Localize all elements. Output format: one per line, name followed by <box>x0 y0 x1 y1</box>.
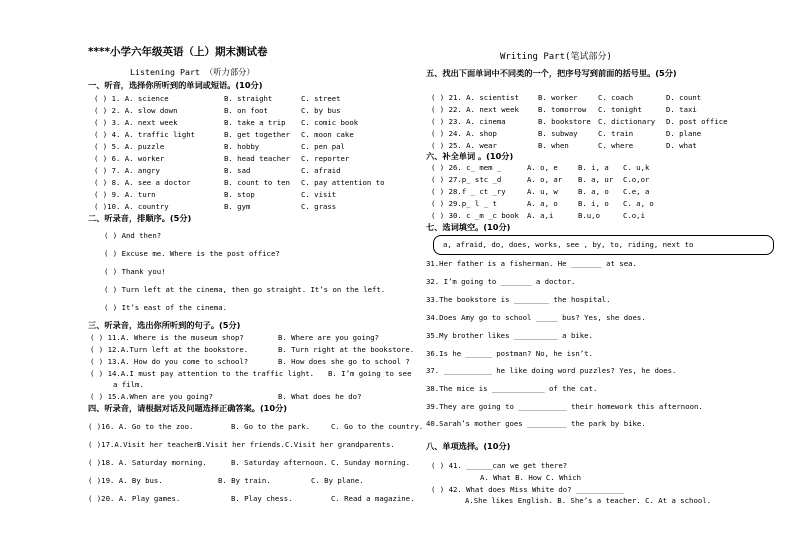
order-item: ( ) Turn left at the cinema, then go straight. It’s on the left. <box>104 285 386 294</box>
section-7-heading: 七、选词填空。(10分) <box>426 222 511 232</box>
section-5-heading: 五、找出下面单词中不同类的一个，把序号写到前面的括号里。(5分) <box>426 68 677 78</box>
q42-options: A.She likes English. B. She’s a teacher. C. At a school. <box>465 496 712 505</box>
section-4-heading: 四、听录音，请根据对话及问题选择正确答案。(10分) <box>88 403 288 413</box>
order-item: ( ) Thank you! <box>104 267 166 276</box>
exam-title: ****小学六年级英语（上）期末测试卷 <box>88 46 268 58</box>
q38: 38.The mice is ____________ of the cat. <box>426 384 598 393</box>
q39: 39.They are going to ___________ their homework this afternoon. <box>426 402 703 411</box>
section-3-heading: 三、听录音，选出你所听到的句子。(5分) <box>88 320 241 330</box>
q36: 36.Is he ______ postman? No, he isn’t. <box>426 349 593 358</box>
order-item: ( ) Excuse me. Where is the post office? <box>104 249 280 258</box>
order-item: ( ) And then? <box>104 231 162 240</box>
order-item: ( ) It’s east of the cinema. <box>104 303 228 312</box>
section-8-heading: 八、单项选择。(10分) <box>426 441 511 451</box>
section-1-heading: 一、听音，选择你所听到的单词或短语。(10分) <box>88 80 263 90</box>
q42: ( ) 42. What does Miss White do? ___________ <box>431 485 625 494</box>
q32: 32. I’m going to _______ a doctor. <box>426 277 576 286</box>
q14-continued: a film. <box>113 380 144 389</box>
q34: 34.Does Amy go to school _____ bus? Yes, she does. <box>426 313 646 322</box>
q33: 33.The bookstore is ________ the hospital. <box>426 295 611 304</box>
word-bank: a, afraid, do, does, works, see , by, to, riding, next to <box>443 240 694 249</box>
q41: ( ) 41. ______can we get there? <box>431 461 568 470</box>
q41-options: A. What B. How C. Which <box>480 473 582 482</box>
section-6-heading: 六、补全单词 。(10分) <box>426 151 514 161</box>
q35: 35.My brother likes __________ a bike. <box>426 331 593 340</box>
section-2-heading: 二、听录音，排顺序。(5分) <box>88 213 192 223</box>
q31: 31.Her father is a fisherman. He _______ at sea. <box>426 259 637 268</box>
listening-part-label: Listening Part （听力部分） <box>130 67 255 77</box>
q40: 40.Sarah’s mother goes _________ the park by bike. <box>426 419 646 428</box>
writing-part-label: Writing Part(笔试部分) <box>500 52 612 62</box>
q37: 37. ___________ he like doing word puzzles? Yes, he does. <box>426 366 677 375</box>
